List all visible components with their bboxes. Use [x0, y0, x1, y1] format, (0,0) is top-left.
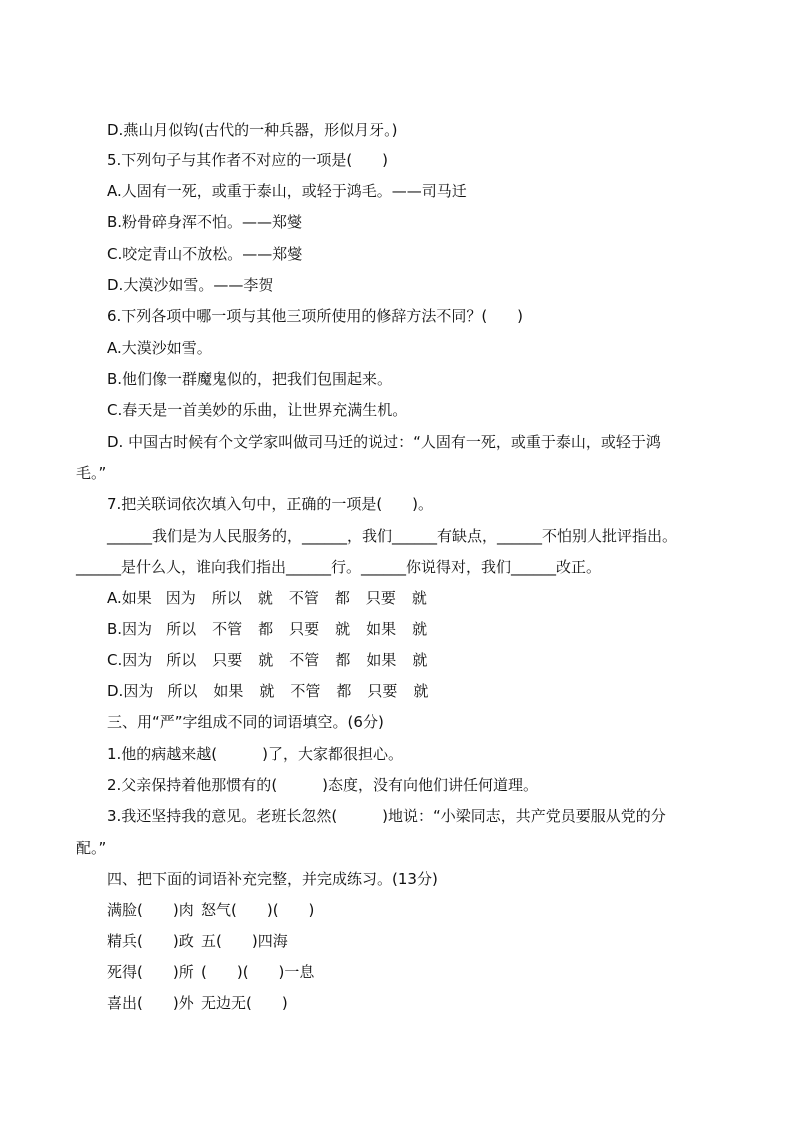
sec3-q2: 2.父亲保持着他那惯有的( )态度，没有向他们讲任何道理。 — [107, 776, 539, 794]
q7-text-line1: ______我们是为人民服务的，______，我们______有缺点，______不怕别人批评指出。 — [107, 527, 678, 545]
q7-option-d: D.因为 所以 如果 就 不管 都 只要 就 — [107, 682, 429, 700]
sec4-row-2: 精兵( )政 五( )四海 — [107, 932, 288, 950]
sec3-q3-line1: 3.我还坚持我的意见。老班长忽然( )地说：“小梁同志，共产党员要服从党的分 — [107, 807, 666, 825]
q5-option-d: D.大漠沙如雪。——李贺 — [107, 276, 274, 294]
q6-option-b: B.他们像一群魔鬼似的，把我们包围起来。 — [107, 370, 393, 388]
q6-option-d-line2: 毛。” — [76, 464, 107, 482]
q5-option-b: B.粉骨碎身浑不怕。——郑燮 — [107, 213, 303, 231]
q6-stem: 6.下列各项中哪一项与其他三项所使用的修辞方法不同？( ) — [107, 307, 524, 325]
sec3-q3-line2: 配。” — [76, 839, 107, 857]
sec4-row-4: 喜出( )外 无边无( ) — [107, 994, 288, 1012]
sec4-row-3: 死得( )所 ( )( )一息 — [107, 963, 315, 981]
sec3-q1: 1.他的病越来越( )了，大家都很担心。 — [107, 745, 404, 763]
q6-option-c: C.春天是一首美妙的乐曲，让世界充满生机。 — [107, 401, 408, 419]
q6-option-d-line1: D. 中国古时候有个文学家叫做司马迁的说过：“人固有一死，或重于泰山，或轻于鸿 — [107, 433, 661, 451]
q5-option-a: A.人固有一死，或重于泰山，或轻于鸿毛。——司马迁 — [107, 182, 467, 200]
q5-option-c: C.咬定青山不放松。——郑燮 — [107, 245, 303, 263]
q7-stem: 7.把关联词依次填入句中，正确的一项是( )。 — [107, 495, 434, 513]
section-4-title: 四、把下面的词语补充完整，并完成练习。(13分) — [107, 870, 438, 888]
q7-option-c: C.因为 所以 只要 就 不管 都 如果 就 — [107, 651, 428, 669]
q7-option-b: B.因为 所以 不管 都 只要 就 如果 就 — [107, 620, 428, 638]
q4-option-d: D.燕山月似钩(古代的一种兵器，形似月牙。) — [107, 121, 398, 139]
section-3-title: 三、用“严”字组成不同的词语填空。(6分) — [107, 713, 384, 731]
q5-stem: 5.下列句子与其作者不对应的一项是( ) — [107, 151, 389, 169]
q6-option-a: A.大漠沙如雪。 — [107, 339, 212, 357]
q7-option-a: A.如果 因为 所以 就 不管 都 只要 就 — [107, 589, 427, 607]
sec4-row-1: 满脸( )肉 怒气( )( ) — [107, 901, 315, 919]
q7-text-line2: ______是什么人，谁向我们指出______行。______你说得对，我们______改正。 — [76, 558, 602, 576]
